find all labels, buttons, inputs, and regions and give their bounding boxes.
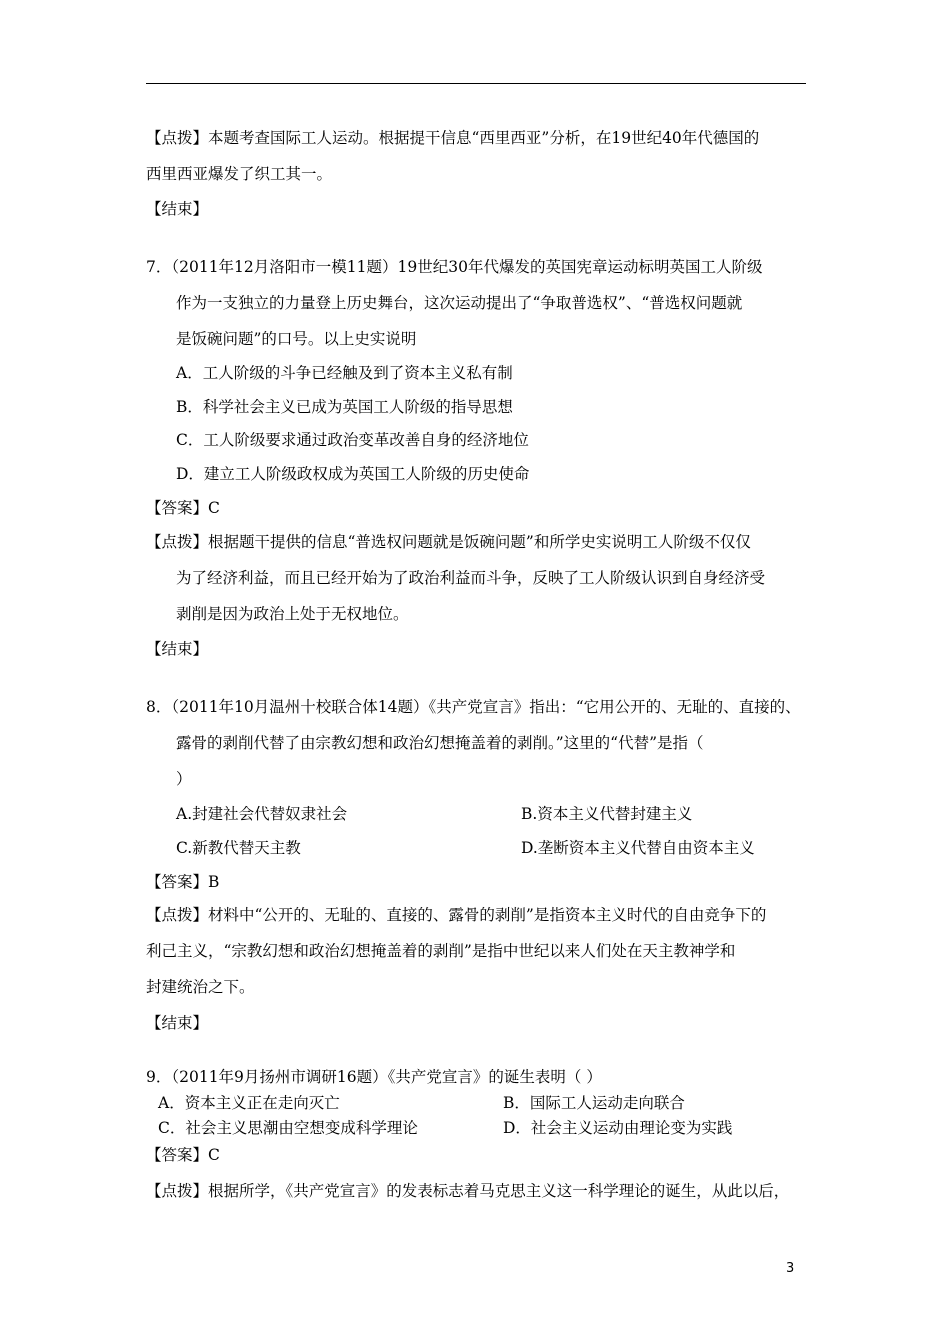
text-line: 为了经济利益，而且已经开始为了政治利益而斗争，反映了工人阶级认识到自身经济受	[176, 569, 766, 587]
page-number: 3	[786, 1261, 795, 1276]
text-line: 【答案】C	[146, 499, 220, 517]
text-line: 9．（2011年9月扬州市调研16题）《共产党宣言》的诞生表明（ ）	[146, 1068, 602, 1086]
header-rule	[146, 83, 806, 84]
text-line: 【点拨】根据所学，《共产党宣言》的发表标志着马克思主义这一科学理论的诞生，从此以后，	[146, 1182, 790, 1200]
text-line: 作为一支独立的力量登上历史舞台，这次运动提出了“争取普选权”、“普选权问题就	[176, 294, 743, 312]
text-line: 利己主义，“宗教幻想和政治幻想掩盖着的剥削”是指中世纪以来人们处在天主教神学和	[146, 942, 736, 960]
text-line: 7．（2011年12月洛阳市一模11题）19世纪30年代爆发的英国宪章运动标明英国工人阶级	[146, 258, 763, 276]
text-line: A.封建社会代替奴隶社会	[176, 805, 348, 823]
text-line: B.资本主义代替封建主义	[521, 805, 693, 823]
text-line: D．建立工人阶级政权成为英国工人阶级的历史使命	[176, 465, 530, 483]
text-line: 【结束】	[146, 640, 209, 658]
text-line: C．社会主义思潮由空想变成科学理论	[158, 1119, 418, 1137]
text-line: ）	[176, 770, 192, 788]
text-line: D．社会主义运动由理论变为实践	[503, 1119, 733, 1137]
text-line: A．资本主义正在走向灭亡	[158, 1094, 340, 1112]
text-line: 封建统治之下。	[146, 978, 255, 996]
text-line: 【结束】	[146, 1014, 209, 1032]
text-line: B．科学社会主义已成为英国工人阶级的指导思想	[176, 398, 513, 416]
text-line: 是饭碗问题”的口号。以上史实说明	[176, 330, 417, 348]
text-line: 【点拨】根据题干提供的信息“普选权问题就是饭碗问题”和所学史实说明工人阶级不仅仅	[146, 533, 751, 551]
text-line: A．工人阶级的斗争已经触及到了资本主义私有制	[176, 364, 513, 382]
text-line: C．工人阶级要求通过政治变革改善自身的经济地位	[176, 431, 529, 449]
text-line: 【结束】	[146, 200, 209, 218]
text-line: C.新教代替天主教	[176, 839, 301, 857]
text-line: 【点拨】材料中“公开的、无耻的、直接的、露骨的剥削”是指资本主义时代的自由竞争下的	[146, 906, 767, 924]
text-line: 剥削是因为政治上处于无权地位。	[176, 605, 409, 623]
text-line: 【答案】C	[146, 1146, 220, 1164]
text-line: 露骨的剥削代替了由宗教幻想和政治幻想掩盖着的剥削。”这里的“代替”是指（	[176, 734, 704, 752]
text-line: B．国际工人运动走向联合	[503, 1094, 685, 1112]
text-line: 【答案】B	[146, 873, 220, 891]
text-line: 西里西亚爆发了织工其一。	[146, 165, 333, 183]
text-line: 【点拨】本题考查国际工人运动。根据提干信息“西里西亚”分析，在19世纪40年代德国的	[146, 129, 760, 147]
text-line: 8．（2011年10月温州十校联合体14题）《共产党宣言》指出：“它用公开的、无耻的、直接的、	[146, 698, 801, 716]
text-line: D.垄断资本主义代替自由资本主义	[521, 839, 755, 857]
